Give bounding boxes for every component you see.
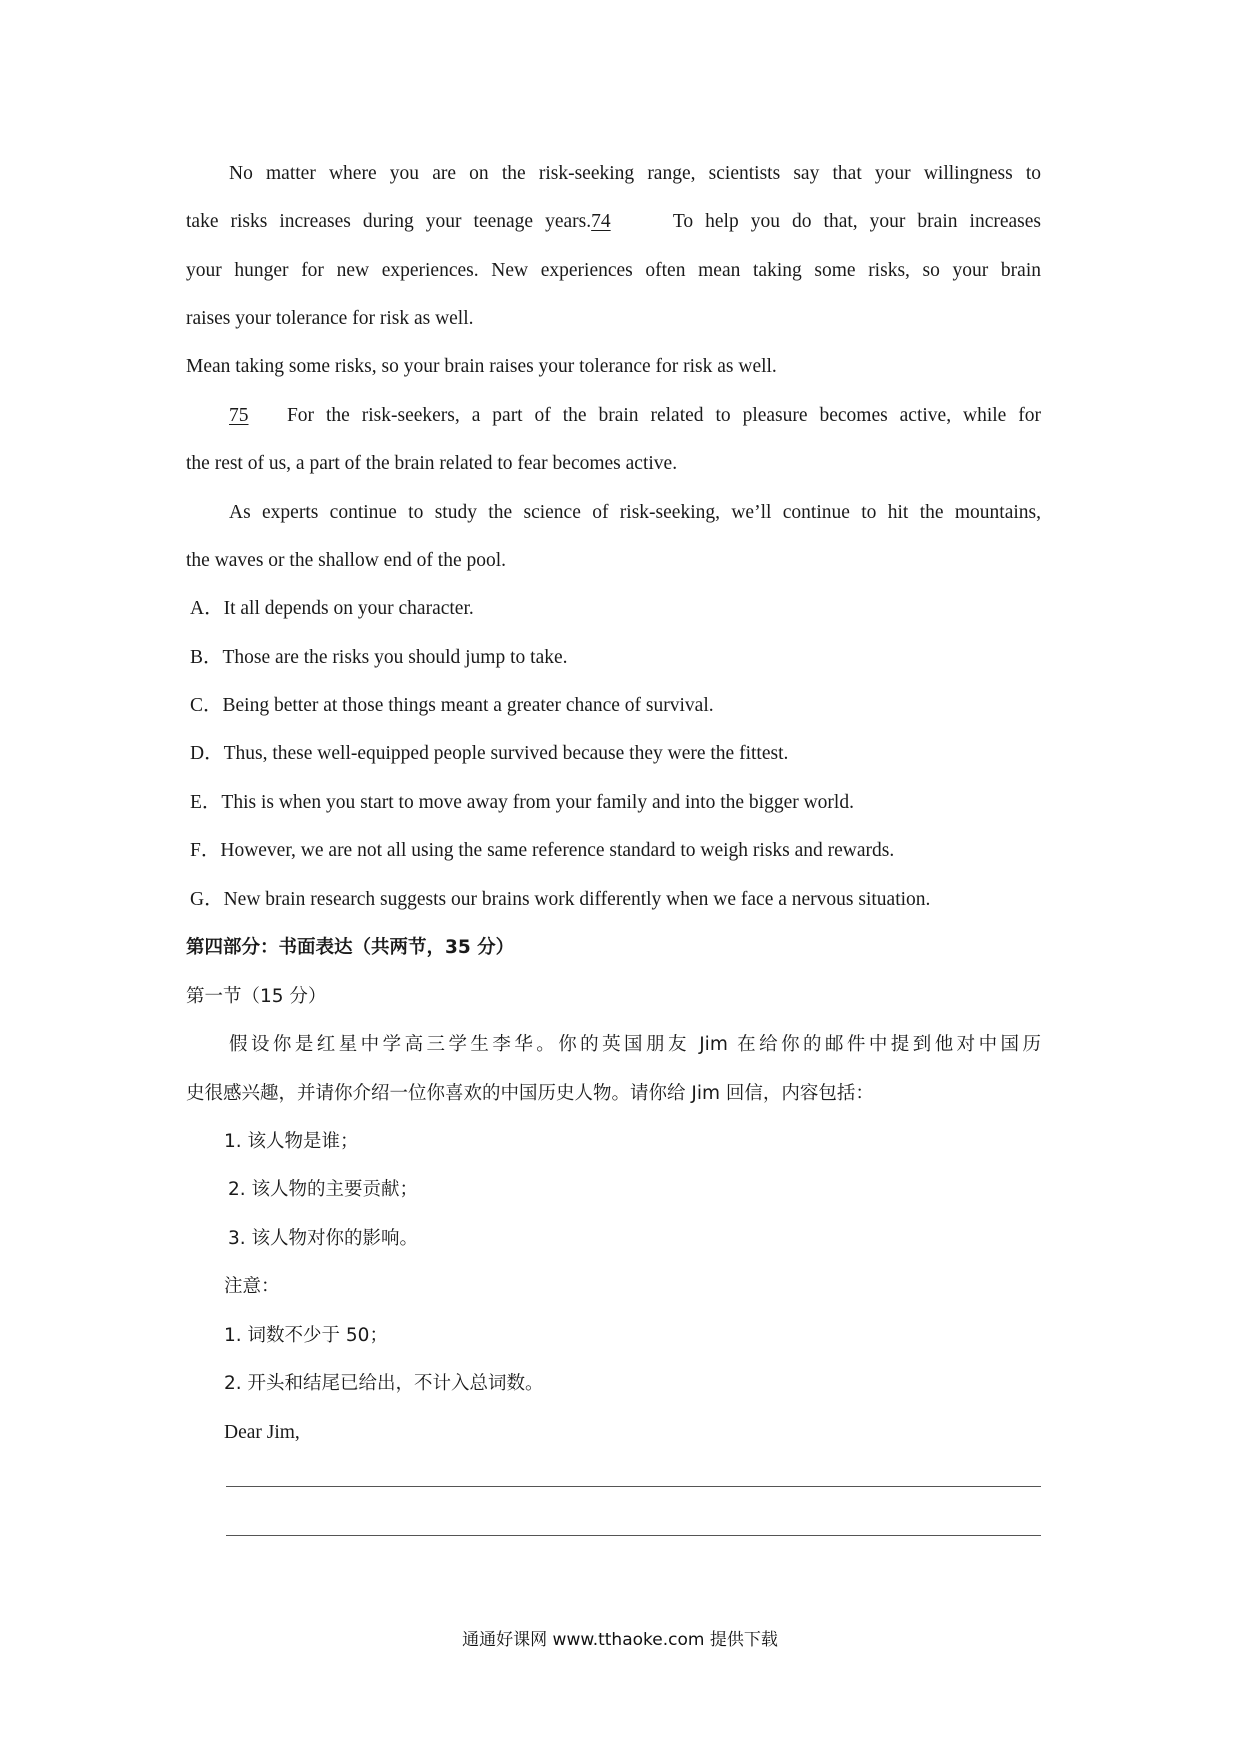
option-text: Being better at those things meant a greater chance of survival. bbox=[222, 695, 714, 716]
option-d bbox=[190, 742, 788, 766]
passage-line bbox=[186, 452, 677, 476]
passage-text: your hunger for new experiences. New experiences often mean taking some risks, so your brain bbox=[186, 260, 1041, 281]
passage-line bbox=[186, 307, 474, 331]
passage-text: take risks increases during your teenage years. bbox=[186, 211, 592, 232]
writing-line[interactable] bbox=[226, 1535, 1041, 1536]
blank-74[interactable]: 74 bbox=[591, 211, 611, 232]
passage-text: Mean taking some risks, so your brain raises your tolerance for risk as well. bbox=[186, 356, 777, 377]
passage-line bbox=[186, 549, 506, 573]
page-footer: 通通好课网 www.tthaoke.com 提供下载 bbox=[462, 1630, 778, 1650]
content-point: 3. 该人物对你的影响。 bbox=[228, 1228, 419, 1249]
note-item: 1. 词数不少于 50； bbox=[224, 1325, 388, 1346]
prompt-text: 假设你是红星中学高三学生李华。你的英国朋友 Jim 在给你的邮件中提到他对中国历 bbox=[229, 1034, 1041, 1055]
passage-line bbox=[186, 355, 777, 379]
passage-text: As experts continue to study the science of risk-seeking, we’ll continue to hit the mountains, bbox=[229, 502, 1041, 523]
option-e bbox=[190, 791, 854, 815]
note-item: 2. 开头和结尾已给出，不计入总词数。 bbox=[224, 1373, 544, 1394]
option-letter: D． bbox=[190, 743, 224, 764]
option-text: This is when you start to move away from your family and into the bigger world. bbox=[221, 792, 854, 813]
passage-text: raises your tolerance for risk as well. bbox=[186, 308, 474, 329]
option-text: Thus, these well-equipped people survived because they were the fittest. bbox=[223, 743, 789, 764]
passage-text: To help you do that, your brain increases bbox=[672, 211, 1041, 232]
letter-salutation: Dear Jim, bbox=[224, 1422, 300, 1443]
note-label: 注意： bbox=[224, 1276, 280, 1297]
option-letter: C． bbox=[190, 695, 223, 716]
passage-line bbox=[229, 162, 1041, 186]
passage-line bbox=[229, 501, 1041, 525]
passage-line bbox=[186, 259, 1041, 283]
section-heading: 第四部分：书面表达（共两节，35 分） bbox=[186, 937, 515, 958]
option-b bbox=[190, 646, 568, 670]
passage-text: the waves or the shallow end of the pool. bbox=[186, 550, 507, 571]
writing-line[interactable] bbox=[226, 1486, 1041, 1487]
option-f bbox=[190, 839, 894, 863]
option-text: Those are the risks you should jump to take. bbox=[222, 647, 568, 668]
passage-text: For the risk-seekers, a part of the brain related to pleasure becomes active, while for bbox=[286, 405, 1042, 426]
passage-text: No matter where you are on the risk-seeking range, scientists say that your willingness to bbox=[229, 163, 1041, 184]
passage-line bbox=[229, 404, 1041, 428]
blank-75[interactable]: 75 bbox=[229, 405, 249, 426]
option-text: It all depends on your character. bbox=[223, 598, 474, 619]
writing-prompt-line bbox=[229, 1033, 1041, 1057]
content-point: 2. 该人物的主要贡献； bbox=[228, 1179, 419, 1200]
option-g bbox=[190, 888, 930, 912]
option-letter: B． bbox=[190, 647, 223, 668]
option-letter: E． bbox=[190, 792, 222, 813]
option-text: However, we are not all using the same reference standard to weigh risks and rewards. bbox=[220, 840, 895, 861]
option-letter: F． bbox=[190, 840, 221, 861]
section-subheading: 第一节（15 分） bbox=[186, 986, 327, 1007]
prompt-text: 史很感兴趣，并请你介绍一位你喜欢的中国历史人物。请你给 Jim 回信，内容包括： bbox=[186, 1083, 874, 1104]
option-letter: A． bbox=[190, 598, 224, 619]
passage-line bbox=[186, 210, 1041, 234]
writing-prompt-line bbox=[186, 1082, 874, 1106]
passage-text: the rest of us, a part of the brain related to fear becomes active. bbox=[186, 453, 678, 474]
option-text: New brain research suggests our brains work differently when we face a nervous situation. bbox=[223, 889, 931, 910]
option-a bbox=[190, 597, 474, 621]
option-c bbox=[190, 694, 714, 718]
option-letter: G． bbox=[190, 889, 224, 910]
content-point: 1. 该人物是谁； bbox=[224, 1131, 359, 1152]
